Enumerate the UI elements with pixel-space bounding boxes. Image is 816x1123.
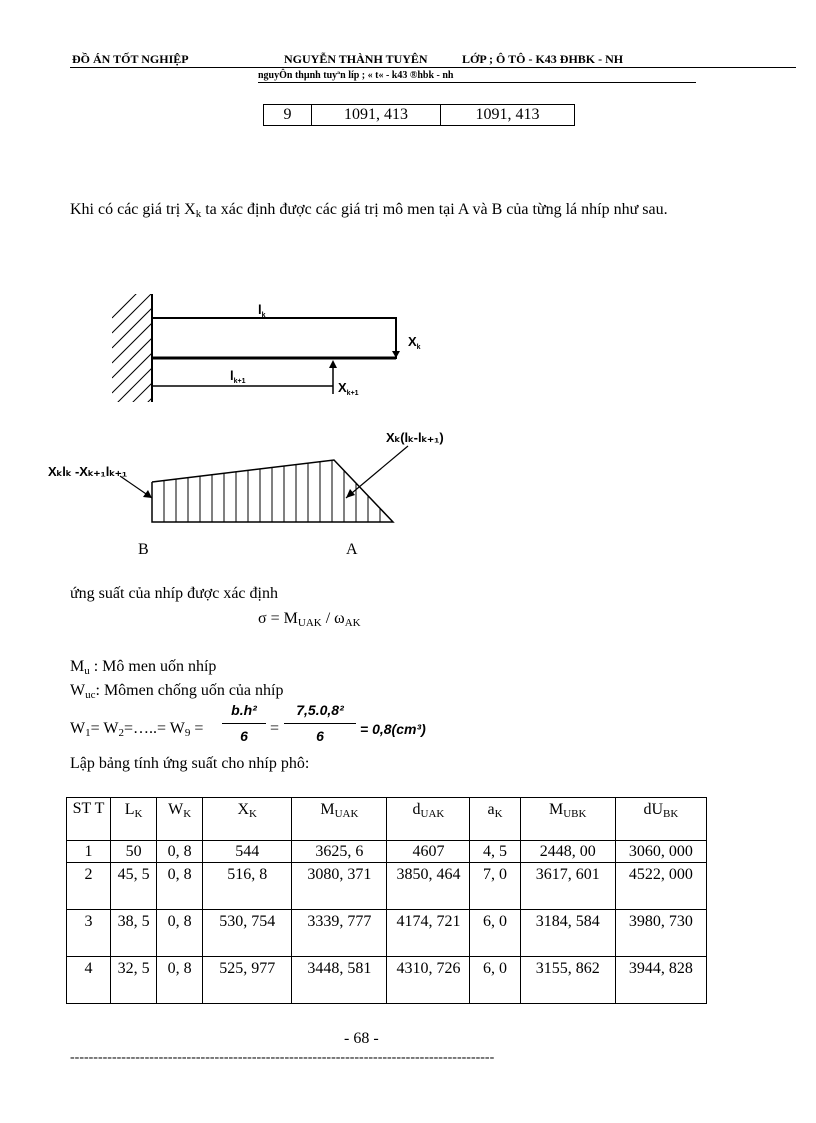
table-row [67, 863, 707, 910]
table-cell: 3155, 862 [520, 957, 615, 1004]
footer-rule: ------------------------------------------------------------------------------------------- [70, 1050, 495, 1065]
col-header: $dU_{BK}$ [615, 798, 706, 841]
table-cell: 0, 8 [157, 957, 203, 1004]
table-cell: 4522, 000 [615, 863, 706, 910]
table-cell: 530, 754 [203, 910, 292, 957]
table-row [67, 957, 707, 1004]
col-header: $W_K$ [157, 798, 203, 841]
col-header: $a_K$ [470, 798, 520, 841]
table-cell: 3080, 371 [292, 863, 387, 910]
wall-hatch [112, 288, 152, 438]
point-b-label: B [138, 541, 149, 558]
col-header: $d_{UAK}$ [387, 798, 470, 841]
header-left: ĐỒ ÁN TỐT NGHIỆP [72, 52, 189, 66]
col-header: $M_{UAK}$ [292, 798, 387, 841]
col-header: ST T [67, 798, 111, 841]
header-sub-rule [258, 82, 696, 83]
table-cell: 4 [67, 957, 111, 1004]
table-cell: 0, 8 [157, 841, 203, 863]
label-lk: $l_k$ [258, 302, 266, 319]
table-cell: 3944, 828 [615, 957, 706, 1004]
table-cell: 7, 0 [470, 863, 520, 910]
col-header: $L_K$ [111, 798, 157, 841]
col-header: $X_K$ [203, 798, 292, 841]
stress-table [66, 797, 707, 1004]
w-formula-lhs: $W_1=$ $W_2=\dots..= W_9$ = [70, 720, 204, 739]
table-cell: 6, 0 [470, 957, 520, 1004]
table-cell: 3448, 581 [292, 957, 387, 1004]
table-cell: 3060, 000 [615, 841, 706, 863]
fraction2-denominator: 6 [316, 728, 324, 744]
stress-formula: $\sigma = M_{UAK} / \omega_{AK}$ [258, 610, 361, 629]
header-author: NGUYỄN THÀNH TUYÊN [284, 52, 428, 66]
header-rule [70, 67, 796, 68]
label-lk1: $l_{k+1}$ [230, 368, 246, 385]
moment-label-right: Xₖ(lₖ-lₖ₊₁) [386, 430, 444, 445]
intro-paragraph: Khi có các giá trị $X_k$ ta xác định được các giá trị mô men tại A và B của từng lá nhíp như sau. [70, 201, 668, 220]
table-cell: 1091, 413 [441, 105, 575, 126]
table-cell: 0, 8 [157, 910, 203, 957]
def-mu: $M_u$ : Mô men uốn nhíp [70, 658, 217, 677]
table-cell: 45, 5 [111, 863, 157, 910]
table-cell: 3339, 777 [292, 910, 387, 957]
table-intro: Lập bảng tính ứng suất cho nhíp phô: [70, 755, 310, 772]
table-cell: 3184, 584 [520, 910, 615, 957]
table-cell: 6, 0 [470, 910, 520, 957]
table-cell: 0, 8 [157, 863, 203, 910]
label-xk: $X_k$ [408, 334, 421, 351]
table-cell: 525, 977 [203, 957, 292, 1004]
table-cell: 38, 5 [111, 910, 157, 957]
fraction1-numerator: b.h² [231, 702, 257, 718]
beam-diagram [40, 288, 480, 560]
page-number: - 68 - [344, 1030, 379, 1047]
table-cell: 32, 5 [111, 957, 157, 1004]
leaf-spring-beam [152, 318, 396, 358]
table-row [67, 841, 707, 863]
table-cell: 4607 [387, 841, 470, 863]
col-header: $M_{UBK}$ [520, 798, 615, 841]
header-class: LỚP ; Ô TÔ - K43 ĐHBK - NH [462, 52, 624, 66]
table-cell: 50 [111, 841, 157, 863]
table-cell: 1 [67, 841, 111, 863]
table-cell: 4310, 726 [387, 957, 470, 1004]
moment-hatch [164, 460, 380, 522]
table-cell: 4174, 721 [387, 910, 470, 957]
table-cell: 3625, 6 [292, 841, 387, 863]
table-cell: 516, 8 [203, 863, 292, 910]
table-cell: 9 [264, 105, 312, 126]
label-xk1: $X_{k+1}$ [338, 380, 359, 397]
table-cell: 3617, 601 [520, 863, 615, 910]
moment-label-left: Xₖlₖ -Xₖ₊₁lₖ₊₁ [48, 464, 128, 479]
fraction1-denominator: 6 [240, 728, 248, 744]
stress-intro: ứng suất của nhíp được xác định [70, 585, 278, 602]
w-result: = 0,8(cm³) [360, 721, 426, 737]
table-cell: 3 [67, 910, 111, 957]
table-cell: 3850, 464 [387, 863, 470, 910]
table-cell: 544 [203, 841, 292, 863]
table-header-row [67, 798, 707, 841]
table-cell: 3980, 730 [615, 910, 706, 957]
point-a-label: A [346, 541, 358, 558]
table-cell: 4, 5 [470, 841, 520, 863]
continuation-table [263, 104, 575, 126]
table-cell: 1091, 413 [312, 105, 441, 126]
table-row [264, 105, 575, 126]
def-wuc: $W_{uc}$: Mômen chống uốn của nhíp [70, 682, 284, 701]
header-sub: nguyÔn thµnh tuyªn líp ; « t« - k43 ®hbk - nh [258, 70, 454, 81]
fraction2-numerator: 7,5.0,8² [296, 702, 344, 718]
table-cell: 2448, 00 [520, 841, 615, 863]
table-cell: 2 [67, 863, 111, 910]
table-row [67, 910, 707, 957]
